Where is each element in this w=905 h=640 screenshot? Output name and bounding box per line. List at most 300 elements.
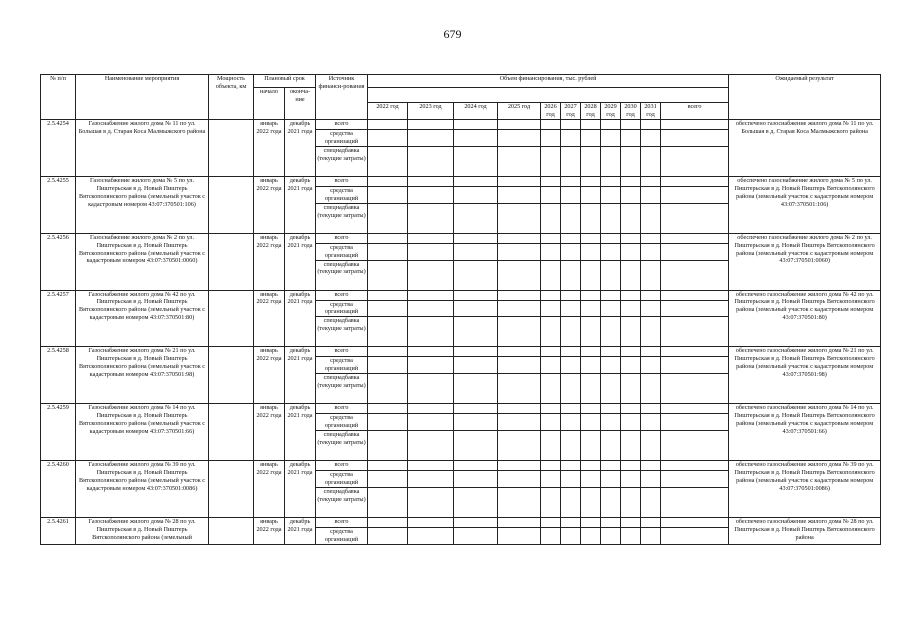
amount-cell [561, 176, 581, 186]
amount-cell [454, 317, 498, 347]
amount-cell [641, 404, 661, 414]
financing-table [40, 74, 881, 545]
amount-cell [561, 300, 581, 317]
amount-cell [641, 129, 661, 146]
amount-cell [408, 404, 454, 414]
amount-cell [368, 317, 408, 347]
row-start: январь 2022 года [254, 290, 285, 347]
amount-cell [454, 347, 498, 357]
amount-cell [368, 488, 408, 518]
row-end: декабрь 2021 года [285, 119, 316, 176]
amount-cell [541, 461, 561, 471]
amount-cell [661, 129, 729, 146]
amount-cell [661, 119, 729, 129]
amount-cell [454, 528, 498, 545]
header-num: № п/п [41, 75, 76, 120]
amount-cell [601, 146, 621, 176]
source-special: спецнадбавка (текущие затраты) [316, 203, 368, 233]
amount-cell [541, 186, 561, 203]
amount-cell [498, 357, 541, 374]
amount-cell [621, 431, 641, 461]
row-capacity [209, 404, 254, 461]
amount-cell [498, 347, 541, 357]
amount-cell [601, 260, 621, 290]
amount-cell [621, 317, 641, 347]
amount-cell [641, 203, 661, 233]
amount-cell [541, 300, 561, 317]
amount-cell [498, 260, 541, 290]
row-result: обеспечено газоснабжение жилого дома № 21 по ул. Пиштерьская в д. Новый Пиштерь Вятскополянского района (земельный участок с кадастровым номером 43:07:370501:98) [729, 347, 881, 404]
amount-cell [541, 414, 561, 431]
row-name: Газоснабжение жилого дома № 2 по ул. Пиштерьская в д. Новый Пиштерь Вятскополянского района (земельный участок с кадастровым номером 43:07:370501:0060) [76, 233, 209, 290]
amount-cell [621, 119, 641, 129]
row-code: 2.5.4254 [41, 119, 76, 176]
amount-cell [498, 414, 541, 431]
source-all: всего [316, 233, 368, 243]
amount-cell [454, 488, 498, 518]
amount-cell [454, 461, 498, 471]
header-year: 2027 год [561, 103, 581, 120]
row-start: январь 2022 года [254, 518, 285, 545]
amount-cell [408, 203, 454, 233]
amount-cell [641, 471, 661, 488]
amount-cell [641, 374, 661, 404]
amount-cell [561, 431, 581, 461]
amount-cell [541, 233, 561, 243]
amount-cell [561, 461, 581, 471]
row-name: Газоснабжение жилого дома № 28 по ул. Пиштерьская в д. Новый Пиштерь Вятскополянского района (земельный [76, 518, 209, 545]
amount-cell [454, 300, 498, 317]
amount-cell [498, 404, 541, 414]
row-code: 2.5.4255 [41, 176, 76, 233]
amount-cell [454, 357, 498, 374]
amount-cell [498, 119, 541, 129]
amount-cell [541, 203, 561, 233]
source-org: средства организаций [316, 186, 368, 203]
amount-cell [561, 471, 581, 488]
amount-cell [661, 186, 729, 203]
amount-cell [581, 300, 601, 317]
amount-cell [498, 290, 541, 300]
amount-cell [561, 518, 581, 528]
amount-cell [661, 431, 729, 461]
amount-cell [498, 186, 541, 203]
amount-cell [621, 347, 641, 357]
amount-cell [621, 260, 641, 290]
amount-cell [581, 176, 601, 186]
row-start: январь 2022 года [254, 119, 285, 176]
header-year: 2029 год [601, 103, 621, 120]
amount-cell [641, 119, 661, 129]
table-header [41, 75, 881, 120]
amount-cell [601, 488, 621, 518]
amount-cell [408, 347, 454, 357]
amount-cell [541, 290, 561, 300]
row-capacity [209, 461, 254, 518]
amount-cell [641, 290, 661, 300]
header-capacity: Мощность объекта, км [209, 75, 254, 120]
source-all: всего [316, 404, 368, 414]
amount-cell [581, 243, 601, 260]
amount-cell [581, 374, 601, 404]
row-name: Газоснабжение жилого дома № 14 по ул. Пиштерьская в д. Новый Пиштерь Вятскополянского района (земельный участок с кадастровым номером 43:07:370501:66) [76, 404, 209, 461]
amount-cell [621, 146, 641, 176]
amount-cell [541, 129, 561, 146]
amount-cell [454, 260, 498, 290]
amount-cell [408, 528, 454, 545]
amount-cell [368, 414, 408, 431]
amount-cell [661, 260, 729, 290]
amount-cell [601, 404, 621, 414]
amount-cell [498, 300, 541, 317]
source-special: спецнадбавка (текущие затраты) [316, 260, 368, 290]
amount-cell [661, 233, 729, 243]
row-start: январь 2022 года [254, 233, 285, 290]
amount-cell [408, 357, 454, 374]
amount-cell [454, 290, 498, 300]
amount-cell [581, 357, 601, 374]
amount-cell [661, 471, 729, 488]
amount-cell [601, 119, 621, 129]
amount-cell [581, 290, 601, 300]
row-result: обеспечено газоснабжение жилого дома № 42 по ул. Пиштерьская в д. Новый Пиштерь Вятскополянского района (земельный участок с кадастровым номером 43:07:370501:80) [729, 290, 881, 347]
amount-cell [454, 404, 498, 414]
header-period: Плановый срок [254, 75, 316, 88]
row-end: декабрь 2021 года [285, 347, 316, 404]
amount-cell [498, 203, 541, 233]
row-start: январь 2022 года [254, 404, 285, 461]
source-org: средства организаций [316, 300, 368, 317]
amount-cell [581, 518, 601, 528]
amount-cell [498, 528, 541, 545]
amount-cell [561, 146, 581, 176]
amount-cell [621, 290, 641, 300]
amount-cell [661, 357, 729, 374]
amount-cell [368, 347, 408, 357]
table-row [41, 461, 881, 471]
source-special: спецнадбавка (текущие затраты) [316, 374, 368, 404]
amount-cell [601, 290, 621, 300]
header-name: Наименование мероприятия [76, 75, 209, 120]
amount-cell [621, 374, 641, 404]
amount-cell [408, 317, 454, 347]
amount-cell [368, 357, 408, 374]
header-year: 2024 год [454, 103, 498, 120]
amount-cell [601, 374, 621, 404]
amount-cell [408, 260, 454, 290]
row-code: 2.5.4258 [41, 347, 76, 404]
amount-cell [641, 347, 661, 357]
amount-cell [661, 347, 729, 357]
amount-cell [561, 186, 581, 203]
amount-cell [601, 461, 621, 471]
row-result: обеспечено газоснабжение жилого дома № 2 по ул. Пиштерьская в д. Новый Пиштерь Вятскополянского района (земельный участок с кадастровым номером 43:07:370501:0060) [729, 233, 881, 290]
amount-cell [408, 374, 454, 404]
amount-cell [541, 431, 561, 461]
amount-cell [368, 471, 408, 488]
amount-cell [661, 404, 729, 414]
amount-cell [601, 528, 621, 545]
amount-cell [641, 414, 661, 431]
row-end: декабрь 2021 года [285, 518, 316, 545]
amount-cell [498, 461, 541, 471]
amount-cell [368, 260, 408, 290]
amount-cell [368, 374, 408, 404]
amount-cell [641, 357, 661, 374]
row-name: Газоснабжение жилого дома № 11 по ул. Большая в д. Старая Коса Малмыжского района [76, 119, 209, 176]
amount-cell [454, 471, 498, 488]
amount-cell [498, 431, 541, 461]
amount-cell [561, 243, 581, 260]
amount-cell [408, 461, 454, 471]
amount-cell [541, 176, 561, 186]
amount-cell [641, 431, 661, 461]
amount-cell [368, 290, 408, 300]
header-year: 2028 год [581, 103, 601, 120]
row-start: январь 2022 года [254, 347, 285, 404]
header-year: 2030 год [621, 103, 641, 120]
row-capacity [209, 176, 254, 233]
amount-cell [661, 146, 729, 176]
amount-cell [498, 488, 541, 518]
amount-cell [408, 176, 454, 186]
amount-cell [454, 186, 498, 203]
amount-cell [621, 357, 641, 374]
amount-cell [561, 290, 581, 300]
amount-cell [581, 129, 601, 146]
amount-cell [601, 357, 621, 374]
amount-cell [621, 233, 641, 243]
amount-cell [561, 233, 581, 243]
table-row [41, 347, 881, 357]
source-special: спецнадбавка (текущие затраты) [316, 317, 368, 347]
amount-cell [641, 176, 661, 186]
row-capacity [209, 119, 254, 176]
amount-cell [368, 528, 408, 545]
amount-cell [454, 176, 498, 186]
amount-cell [561, 488, 581, 518]
amount-cell [581, 528, 601, 545]
header-year: 2025 год [498, 103, 541, 120]
amount-cell [621, 518, 641, 528]
amount-cell [601, 518, 621, 528]
amount-cell [601, 317, 621, 347]
amount-cell [641, 243, 661, 260]
amount-cell [621, 414, 641, 431]
amount-cell [561, 260, 581, 290]
header-period-start: начало [254, 88, 285, 120]
amount-cell [454, 203, 498, 233]
table-row [41, 404, 881, 414]
row-end: декабрь 2021 года [285, 233, 316, 290]
amount-cell [408, 129, 454, 146]
amount-cell [661, 300, 729, 317]
amount-cell [454, 119, 498, 129]
amount-cell [581, 317, 601, 347]
header-year: 2031 год [641, 103, 661, 120]
row-start: январь 2022 года [254, 461, 285, 518]
amount-cell [454, 243, 498, 260]
amount-cell [408, 300, 454, 317]
table-row [41, 119, 881, 129]
amount-cell [541, 243, 561, 260]
amount-cell [408, 186, 454, 203]
amount-cell [368, 300, 408, 317]
amount-cell [454, 146, 498, 176]
row-result: обеспечено газоснабжение жилого дома № 14 по ул. Пиштерьская в д. Новый Пиштерь Вятскополянского района (земельный участок с кадастровым номером 43:07:370501:66) [729, 404, 881, 461]
amount-cell [454, 233, 498, 243]
amount-cell [408, 146, 454, 176]
amount-cell [581, 488, 601, 518]
header-finance-spacer [368, 88, 729, 103]
page-number: 679 [443, 27, 462, 41]
amount-cell [498, 176, 541, 186]
amount-cell [581, 260, 601, 290]
source-org: средства организаций [316, 243, 368, 260]
amount-cell [498, 233, 541, 243]
table-row [41, 290, 881, 300]
amount-cell [621, 471, 641, 488]
header-year-total: всего [661, 103, 729, 120]
amount-cell [541, 518, 561, 528]
amount-cell [641, 233, 661, 243]
amount-cell [661, 528, 729, 545]
amount-cell [541, 119, 561, 129]
amount-cell [661, 518, 729, 528]
source-special: спецнадбавка (текущие затраты) [316, 431, 368, 461]
amount-cell [621, 203, 641, 233]
amount-cell [661, 374, 729, 404]
header-source: Источник финанси-рования [316, 75, 368, 120]
source-special: спецнадбавка (текущие затраты) [316, 488, 368, 518]
source-all: всего [316, 290, 368, 300]
amount-cell [368, 203, 408, 233]
header-period-end: оконча-ние [285, 88, 316, 120]
amount-cell [601, 414, 621, 431]
amount-cell [601, 431, 621, 461]
amount-cell [408, 414, 454, 431]
amount-cell [661, 176, 729, 186]
amount-cell [498, 146, 541, 176]
amount-cell [498, 317, 541, 347]
amount-cell [641, 146, 661, 176]
amount-cell [601, 129, 621, 146]
table-row [41, 176, 881, 186]
amount-cell [581, 146, 601, 176]
amount-cell [368, 243, 408, 260]
source-org: средства организаций [316, 471, 368, 488]
source-org: средства организаций [316, 414, 368, 431]
row-result: обеспечено газоснабжение жилого дома № 11 по ул. Большая в д. Старая Коса Малмыжского района [729, 119, 881, 176]
amount-cell [408, 243, 454, 260]
row-result: обеспечено газоснабжение жилого дома № 28 по ул. Пиштерьская в д. Новый Пиштерь Вятскополянского района [729, 518, 881, 545]
amount-cell [541, 528, 561, 545]
amount-cell [641, 461, 661, 471]
amount-cell [561, 129, 581, 146]
amount-cell [601, 186, 621, 203]
row-result: обеспечено газоснабжение жилого дома № 39 по ул. Пиштерьская в д. Новый Пиштерь Вятскополянского района (земельный участок с кадастровым номером 43:07:370501:0086) [729, 461, 881, 518]
amount-cell [368, 129, 408, 146]
row-result: обеспечено газоснабжение жилого дома № 5 по ул. Пиштерьская в д. Новый Пиштерь Вятскополянского района (земельный участок с кадастровым номером 43:07:370501:106) [729, 176, 881, 233]
source-all: всего [316, 119, 368, 129]
amount-cell [368, 233, 408, 243]
amount-cell [661, 461, 729, 471]
amount-cell [581, 414, 601, 431]
amount-cell [541, 146, 561, 176]
source-org: средства организаций [316, 528, 368, 545]
header-year: 2026 год [541, 103, 561, 120]
row-code: 2.5.4260 [41, 461, 76, 518]
amount-cell [561, 317, 581, 347]
amount-cell [541, 317, 561, 347]
amount-cell [498, 129, 541, 146]
amount-cell [368, 186, 408, 203]
amount-cell [368, 431, 408, 461]
amount-cell [498, 518, 541, 528]
amount-cell [661, 488, 729, 518]
amount-cell [601, 243, 621, 260]
row-name: Газоснабжение жилого дома № 21 по ул. Пиштерьская в д. Новый Пиштерь Вятскополянского района (земельный участок с кадастровым номером 43:07:370501:98) [76, 347, 209, 404]
amount-cell [601, 300, 621, 317]
row-start: январь 2022 года [254, 176, 285, 233]
amount-cell [621, 129, 641, 146]
amount-cell [661, 290, 729, 300]
amount-cell [621, 176, 641, 186]
table-row [41, 518, 881, 528]
row-end: декабрь 2021 года [285, 290, 316, 347]
amount-cell [561, 414, 581, 431]
amount-cell [408, 518, 454, 528]
amount-cell [561, 203, 581, 233]
amount-cell [498, 374, 541, 404]
amount-cell [581, 404, 601, 414]
amount-cell [641, 518, 661, 528]
amount-cell [498, 243, 541, 260]
amount-cell [641, 528, 661, 545]
amount-cell [601, 471, 621, 488]
source-all: всего [316, 518, 368, 528]
row-name: Газоснабжение жилого дома № 42 по ул. Пиштерьская в д. Новый Пиштерь Вятскополянского района (земельный участок с кадастровым номером 43:07:370501:80) [76, 290, 209, 347]
amount-cell [581, 347, 601, 357]
amount-cell [541, 404, 561, 414]
row-name: Газоснабжение жилого дома № 39 по ул. Пиштерьская в д. Новый Пиштерь Вятскополянского района (земельный участок с кадастровым номером 43:07:370501:0086) [76, 461, 209, 518]
amount-cell [661, 317, 729, 347]
amount-cell [621, 300, 641, 317]
amount-cell [661, 203, 729, 233]
amount-cell [368, 404, 408, 414]
amount-cell [621, 404, 641, 414]
source-org: средства организаций [316, 129, 368, 146]
amount-cell [601, 347, 621, 357]
amount-cell [408, 119, 454, 129]
amount-cell [541, 374, 561, 404]
source-org: средства организаций [316, 357, 368, 374]
amount-cell [561, 347, 581, 357]
row-capacity [209, 290, 254, 347]
amount-cell [581, 233, 601, 243]
amount-cell [454, 518, 498, 528]
amount-cell [621, 186, 641, 203]
amount-cell [408, 488, 454, 518]
amount-cell [561, 119, 581, 129]
amount-cell [641, 317, 661, 347]
amount-cell [541, 488, 561, 518]
amount-cell [641, 186, 661, 203]
source-all: всего [316, 176, 368, 186]
amount-cell [561, 404, 581, 414]
amount-cell [541, 260, 561, 290]
header-year: 2022 год [368, 103, 408, 120]
